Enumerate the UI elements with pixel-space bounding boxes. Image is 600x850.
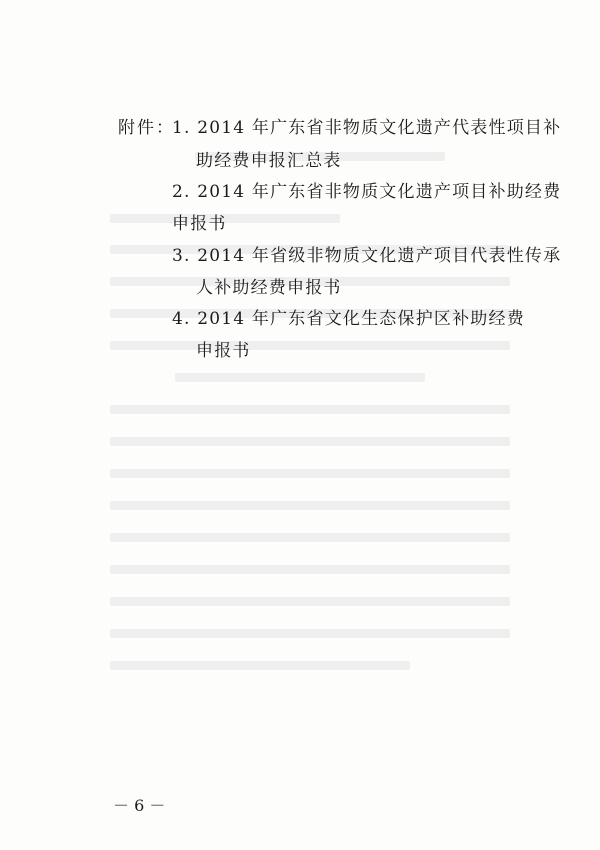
- attachment-item-3-line-1: 3. 2014 年省级非物质文化遗产项目代表性传承: [172, 246, 562, 266]
- attachment-item-2-line-2: 申报书: [172, 214, 227, 234]
- attachment-item-1-line-2: 助经费申报汇总表: [196, 151, 342, 171]
- attachment-item-2-line-1: 2. 2014 年广东省非物质文化遗产项目补助经费: [172, 182, 562, 202]
- attachment-item-4-line-2: 申报书: [196, 341, 251, 361]
- attachment-label: 附件：: [118, 118, 175, 138]
- attachment-item-1-line-1: 1. 2014 年广东省非物质文化遗产代表性项目补: [172, 118, 562, 138]
- page-number: － 6 －: [113, 796, 166, 815]
- attachment-item-4-line-1: 4. 2014 年广东省文化生态保护区补助经费: [172, 309, 525, 329]
- attachment-item-3-line-2: 人补助经费申报书: [196, 278, 342, 298]
